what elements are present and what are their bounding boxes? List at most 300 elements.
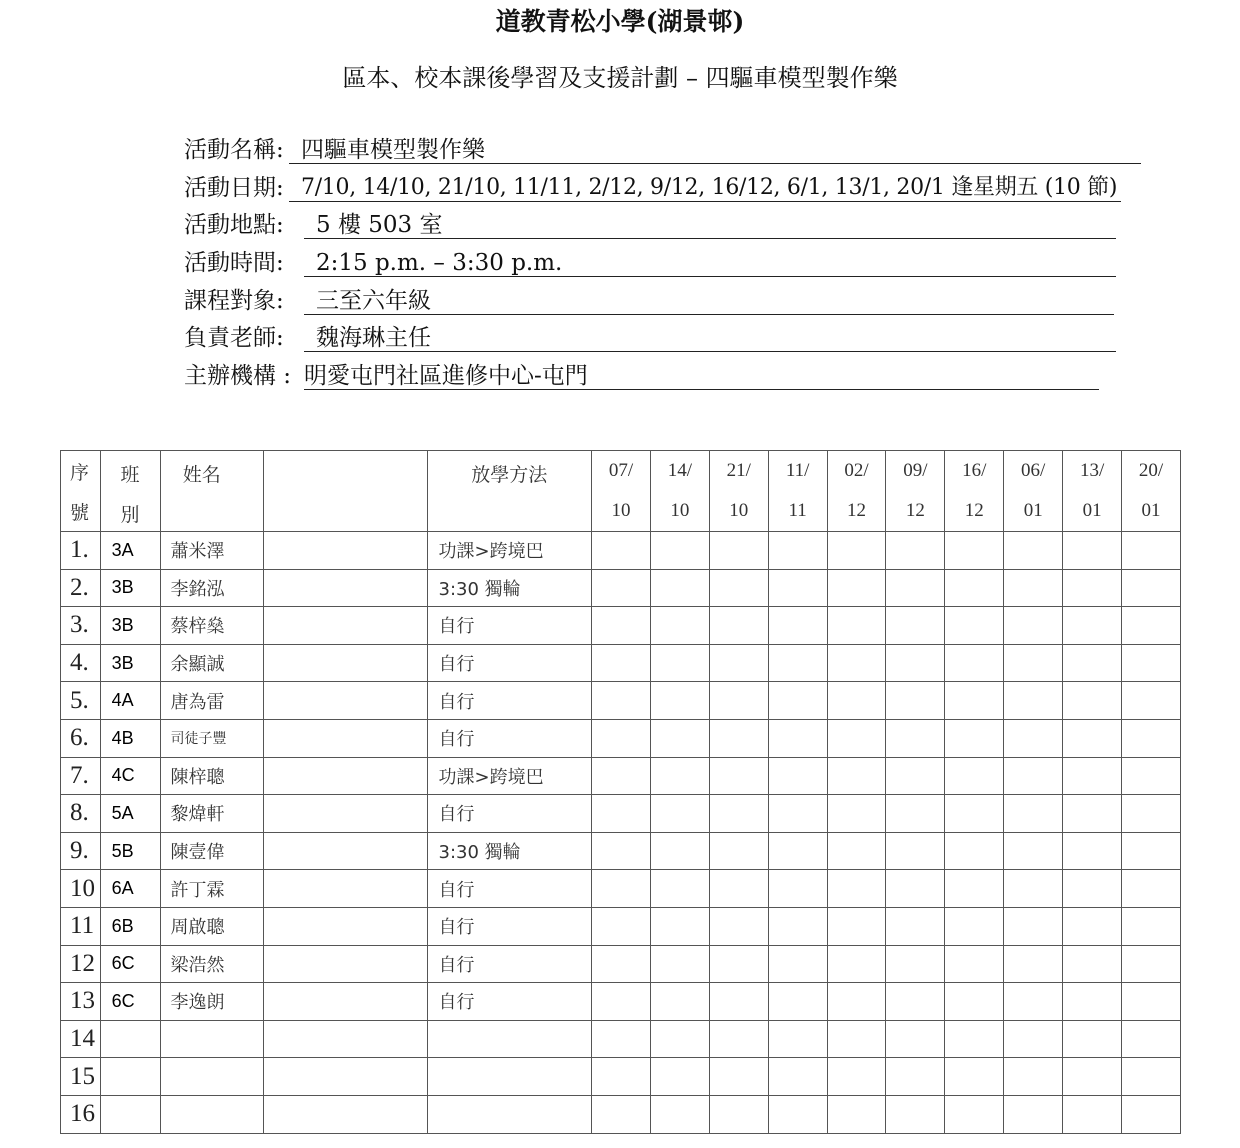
attendance-cell[interactable] xyxy=(768,945,827,983)
header-date-3: 11/ xyxy=(768,451,827,492)
row-class: 5A xyxy=(100,795,160,833)
row-number: 1. xyxy=(61,532,101,570)
attendance-cell[interactable] xyxy=(709,757,768,795)
row-dismissal-method: 功課>跨境巴 xyxy=(427,532,591,570)
attendance-cell[interactable] xyxy=(768,719,827,757)
attendance-cell[interactable] xyxy=(709,1095,768,1133)
header-name: 姓名 xyxy=(160,451,264,492)
attendance-cell[interactable] xyxy=(592,682,651,720)
row-dismissal-method: 3:30 獨輪 xyxy=(427,569,591,607)
attendance-cell[interactable] xyxy=(1004,719,1063,757)
header-date-1-month: 10 xyxy=(650,491,709,532)
attendance-cell[interactable] xyxy=(709,907,768,945)
attendance-cell[interactable] xyxy=(945,569,1004,607)
attendance-cell[interactable] xyxy=(1063,682,1122,720)
table-row xyxy=(61,1058,1181,1096)
attendance-cell[interactable] xyxy=(650,1020,709,1058)
attendance-cell[interactable] xyxy=(709,832,768,870)
header-no-2: 號 xyxy=(61,491,101,532)
school-title: 道教青松小學(湖景邨) xyxy=(495,7,745,36)
attendance-cell[interactable] xyxy=(945,682,1004,720)
attendance-cell[interactable] xyxy=(886,569,945,607)
table-row xyxy=(61,870,1181,908)
row-blank xyxy=(264,832,427,870)
row-class: 6C xyxy=(100,945,160,983)
header-date-9-month: 01 xyxy=(1122,491,1181,532)
row-dismissal-method: 自行 xyxy=(427,907,591,945)
attendance-cell[interactable] xyxy=(945,1095,1004,1133)
table-row xyxy=(61,644,1181,682)
table-row xyxy=(61,832,1181,870)
header-row-top xyxy=(61,451,1181,492)
attendance-cell[interactable] xyxy=(886,1095,945,1133)
attendance-cell[interactable] xyxy=(650,832,709,870)
attendance-cell[interactable] xyxy=(1063,607,1122,645)
header-row-bottom xyxy=(61,491,1181,532)
row-name: 梁浩然 xyxy=(160,945,264,983)
row-blank xyxy=(264,983,427,1021)
attendance-cell[interactable] xyxy=(1122,719,1181,757)
attendance-cell[interactable] xyxy=(827,983,886,1021)
row-blank xyxy=(264,1020,427,1058)
attendance-cell[interactable] xyxy=(592,832,651,870)
attendance-cell[interactable] xyxy=(650,532,709,570)
row-class: 4B xyxy=(100,719,160,757)
row-dismissal-method: 自行 xyxy=(427,644,591,682)
row-number: 13 xyxy=(61,983,101,1021)
row-class: 5B xyxy=(100,832,160,870)
attendance-cell[interactable] xyxy=(945,870,1004,908)
attendance-cell[interactable] xyxy=(1004,907,1063,945)
attendance-cell[interactable] xyxy=(945,983,1004,1021)
attendance-cell[interactable] xyxy=(1122,1095,1181,1133)
activity-info xyxy=(184,133,1154,397)
attendance-cell[interactable] xyxy=(768,832,827,870)
header-no: 序 xyxy=(61,451,101,492)
attendance-cell[interactable] xyxy=(650,870,709,908)
attendance-cell[interactable] xyxy=(1122,945,1181,983)
info-label: 負責老師: xyxy=(184,325,284,352)
attendance-cell[interactable] xyxy=(1063,719,1122,757)
row-blank xyxy=(264,795,427,833)
attendance-cell[interactable] xyxy=(945,1058,1004,1096)
attendance-cell[interactable] xyxy=(827,719,886,757)
attendance-cell[interactable] xyxy=(1004,983,1063,1021)
attendance-cell[interactable] xyxy=(592,945,651,983)
attendance-cell[interactable] xyxy=(650,983,709,1021)
attendance-cell[interactable] xyxy=(1004,832,1063,870)
attendance-cell[interactable] xyxy=(886,644,945,682)
attendance-cell[interactable] xyxy=(827,644,886,682)
header-date-5: 09/ xyxy=(886,451,945,492)
info-label: 活動地點: xyxy=(184,212,284,239)
attendance-cell[interactable] xyxy=(1063,907,1122,945)
attendance-cell[interactable] xyxy=(827,907,886,945)
row-name xyxy=(160,1020,264,1058)
attendance-cell[interactable] xyxy=(650,644,709,682)
attendance-cell[interactable] xyxy=(592,907,651,945)
row-number: 7. xyxy=(61,757,101,795)
info-value: 明愛屯門社區進修中心-屯門 xyxy=(304,359,1099,390)
attendance-cell[interactable] xyxy=(709,1020,768,1058)
info-activity-name xyxy=(184,133,1154,171)
attendance-cell[interactable] xyxy=(886,682,945,720)
attendance-cell[interactable] xyxy=(827,945,886,983)
info-label: 主辦機構 : xyxy=(184,363,292,390)
attendance-cell[interactable] xyxy=(1004,607,1063,645)
row-dismissal-method: 自行 xyxy=(427,795,591,833)
row-class: 3B xyxy=(100,607,160,645)
header-class-2: 別 xyxy=(100,491,160,532)
attendance-cell[interactable] xyxy=(768,795,827,833)
row-blank xyxy=(264,569,427,607)
attendance-cell[interactable] xyxy=(1063,795,1122,833)
attendance-cell[interactable] xyxy=(886,1058,945,1096)
table-row xyxy=(61,532,1181,570)
attendance-cell[interactable] xyxy=(709,795,768,833)
row-blank xyxy=(264,945,427,983)
attendance-cell[interactable] xyxy=(1004,870,1063,908)
attendance-cell[interactable] xyxy=(1122,532,1181,570)
attendance-cell[interactable] xyxy=(945,1020,1004,1058)
attendance-cell[interactable] xyxy=(886,1020,945,1058)
attendance-cell[interactable] xyxy=(1063,870,1122,908)
row-dismissal-method xyxy=(427,1095,591,1133)
row-dismissal-method xyxy=(427,1020,591,1058)
attendance-cell[interactable] xyxy=(650,907,709,945)
attendance-cell[interactable] xyxy=(1063,1020,1122,1058)
attendance-cell[interactable] xyxy=(945,757,1004,795)
attendance-cell[interactable] xyxy=(1063,569,1122,607)
header-date-7: 06/ xyxy=(1004,451,1063,492)
row-dismissal-method xyxy=(427,1058,591,1096)
row-name: 陳壹偉 xyxy=(160,832,264,870)
attendance-cell[interactable] xyxy=(768,1095,827,1133)
attendance-cell[interactable] xyxy=(1004,569,1063,607)
row-blank xyxy=(264,757,427,795)
attendance-cell[interactable] xyxy=(827,795,886,833)
header-method: 放學方法 xyxy=(427,451,591,492)
header-date-8: 13/ xyxy=(1063,451,1122,492)
info-activity-dates xyxy=(184,171,1154,209)
attendance-cell[interactable] xyxy=(1004,945,1063,983)
info-label: 活動時間: xyxy=(184,250,284,277)
attendance-cell[interactable] xyxy=(945,719,1004,757)
attendance-cell[interactable] xyxy=(1063,532,1122,570)
row-class: 4C xyxy=(100,757,160,795)
row-name xyxy=(160,1095,264,1133)
table-row xyxy=(61,607,1181,645)
info-organizer xyxy=(184,359,1154,397)
attendance-cell[interactable] xyxy=(592,607,651,645)
attendance-cell[interactable] xyxy=(592,983,651,1021)
programme-title: 區本、校本課後學習及支援計劃 – 四驅車模型製作樂 xyxy=(342,64,898,92)
attendance-cell[interactable] xyxy=(768,1020,827,1058)
attendance-cell[interactable] xyxy=(768,757,827,795)
attendance-cell[interactable] xyxy=(592,644,651,682)
table-row xyxy=(61,719,1181,757)
table-row xyxy=(61,757,1181,795)
table-row xyxy=(61,682,1181,720)
attendance-cell[interactable] xyxy=(1063,945,1122,983)
row-number: 3. xyxy=(61,607,101,645)
attendance-cell[interactable] xyxy=(886,795,945,833)
row-dismissal-method: 自行 xyxy=(427,607,591,645)
info-activity-venue xyxy=(184,208,1154,246)
row-dismissal-method: 自行 xyxy=(427,682,591,720)
attendance-cell[interactable] xyxy=(886,870,945,908)
row-blank xyxy=(264,607,427,645)
attendance-cell[interactable] xyxy=(709,1058,768,1096)
attendance-cell[interactable] xyxy=(827,682,886,720)
row-name: 黎煒軒 xyxy=(160,795,264,833)
table-row xyxy=(61,945,1181,983)
row-dismissal-method: 功課>跨境巴 xyxy=(427,757,591,795)
row-class: 4A xyxy=(100,682,160,720)
attendance-cell[interactable] xyxy=(650,682,709,720)
row-number: 6. xyxy=(61,719,101,757)
attendance-cell[interactable] xyxy=(768,983,827,1021)
attendance-cell[interactable] xyxy=(650,719,709,757)
attendance-cell[interactable] xyxy=(1004,1058,1063,1096)
info-label: 活動日期: xyxy=(184,174,284,201)
attendance-cell[interactable] xyxy=(768,644,827,682)
attendance-cell[interactable] xyxy=(827,569,886,607)
info-value: 2:15 p.m. – 3:30 p.m. xyxy=(304,246,1116,277)
attendance-cell[interactable] xyxy=(1004,532,1063,570)
header-date-1: 14/ xyxy=(650,451,709,492)
attendance-cell[interactable] xyxy=(886,983,945,1021)
header-date-7-month: 01 xyxy=(1004,491,1063,532)
attendance-table xyxy=(60,450,1181,1134)
attendance-cell[interactable] xyxy=(768,532,827,570)
attendance-cell[interactable] xyxy=(945,795,1004,833)
attendance-cell[interactable] xyxy=(709,983,768,1021)
attendance-cell[interactable] xyxy=(592,870,651,908)
attendance-cell[interactable] xyxy=(1122,983,1181,1021)
attendance-cell[interactable] xyxy=(1122,569,1181,607)
attendance-cell[interactable] xyxy=(768,907,827,945)
row-class xyxy=(100,1095,160,1133)
header-date-0: 07/ xyxy=(592,451,651,492)
attendance-cell[interactable] xyxy=(886,945,945,983)
attendance-cell[interactable] xyxy=(592,757,651,795)
row-blank xyxy=(264,870,427,908)
attendance-cell[interactable] xyxy=(709,870,768,908)
header-date-4: 02/ xyxy=(827,451,886,492)
row-number: 16 xyxy=(61,1095,101,1133)
row-name: 李銘泓 xyxy=(160,569,264,607)
info-value: 7/10, 14/10, 21/10, 11/11, 2/12, 9/12, 16/12, 6/1, 13/1, 20/1 逢星期五 (10 節) xyxy=(289,171,1121,202)
row-name: 許丁霖 xyxy=(160,870,264,908)
attendance-cell[interactable] xyxy=(768,607,827,645)
attendance-cell[interactable] xyxy=(1122,795,1181,833)
attendance-cell[interactable] xyxy=(709,719,768,757)
row-name: 余顯誠 xyxy=(160,644,264,682)
attendance-cell[interactable] xyxy=(827,757,886,795)
attendance-cell[interactable] xyxy=(827,1058,886,1096)
attendance-cell[interactable] xyxy=(827,607,886,645)
attendance-cell[interactable] xyxy=(1122,757,1181,795)
attendance-cell[interactable] xyxy=(945,945,1004,983)
row-blank xyxy=(264,682,427,720)
row-class: 6B xyxy=(100,907,160,945)
row-dismissal-method: 自行 xyxy=(427,870,591,908)
row-name: 蕭米澤 xyxy=(160,532,264,570)
attendance-cell[interactable] xyxy=(650,569,709,607)
row-dismissal-method: 自行 xyxy=(427,719,591,757)
attendance-cell[interactable] xyxy=(1122,832,1181,870)
attendance-cell[interactable] xyxy=(1004,795,1063,833)
attendance-cell[interactable] xyxy=(886,607,945,645)
row-number: 5. xyxy=(61,682,101,720)
info-label: 活動名稱: xyxy=(184,137,284,163)
attendance-cell[interactable] xyxy=(768,682,827,720)
header-date-3-month: 11 xyxy=(768,491,827,532)
row-number: 11 xyxy=(61,907,101,945)
row-number: 8. xyxy=(61,795,101,833)
attendance-cell[interactable] xyxy=(945,644,1004,682)
info-activity-time xyxy=(184,246,1154,284)
header-date-9: 20/ xyxy=(1122,451,1181,492)
attendance-cell[interactable] xyxy=(945,532,1004,570)
table-row xyxy=(61,1095,1181,1133)
attendance-cell[interactable] xyxy=(650,607,709,645)
info-teacher xyxy=(184,321,1154,359)
attendance-cell[interactable] xyxy=(827,532,886,570)
attendance-cell[interactable] xyxy=(709,569,768,607)
attendance-cell[interactable] xyxy=(1122,682,1181,720)
attendance-cell[interactable] xyxy=(709,945,768,983)
row-name: 周啟聰 xyxy=(160,907,264,945)
attendance-cell[interactable] xyxy=(592,1020,651,1058)
row-name xyxy=(160,1058,264,1096)
attendance-cell[interactable] xyxy=(1122,907,1181,945)
attendance-cell[interactable] xyxy=(592,532,651,570)
attendance-cell[interactable] xyxy=(650,1095,709,1133)
table-row xyxy=(61,907,1181,945)
info-label: 課程對象: xyxy=(184,287,284,314)
attendance-cell[interactable] xyxy=(1004,644,1063,682)
attendance-cell[interactable] xyxy=(650,795,709,833)
attendance-cell[interactable] xyxy=(1063,832,1122,870)
attendance-cell[interactable] xyxy=(1063,983,1122,1021)
attendance-cell[interactable] xyxy=(886,907,945,945)
row-number: 2. xyxy=(61,569,101,607)
attendance-cell[interactable] xyxy=(1122,1058,1181,1096)
attendance-cell[interactable] xyxy=(650,945,709,983)
attendance-cell[interactable] xyxy=(592,1058,651,1096)
header-date-0-month: 10 xyxy=(592,491,651,532)
attendance-cell[interactable] xyxy=(1004,1095,1063,1133)
attendance-cell[interactable] xyxy=(709,607,768,645)
info-value: 魏海琳主任 xyxy=(304,321,1116,352)
table-row xyxy=(61,795,1181,833)
attendance-cell[interactable] xyxy=(1063,644,1122,682)
header-date-6-month: 12 xyxy=(945,491,1004,532)
attendance-cell[interactable] xyxy=(592,1095,651,1133)
attendance-cell[interactable] xyxy=(1122,870,1181,908)
attendance-cell[interactable] xyxy=(945,832,1004,870)
attendance-cell[interactable] xyxy=(768,569,827,607)
attendance-cell[interactable] xyxy=(768,870,827,908)
header-blank-2 xyxy=(264,491,427,532)
attendance-cell[interactable] xyxy=(650,1058,709,1096)
row-blank xyxy=(264,644,427,682)
header-date-8-month: 01 xyxy=(1063,491,1122,532)
row-class xyxy=(100,1058,160,1096)
attendance-cell[interactable] xyxy=(1122,644,1181,682)
row-dismissal-method: 3:30 獨輪 xyxy=(427,832,591,870)
attendance-cell[interactable] xyxy=(592,569,651,607)
row-class: 6C xyxy=(100,983,160,1021)
attendance-cell[interactable] xyxy=(945,607,1004,645)
header-name-2 xyxy=(160,491,264,532)
row-blank xyxy=(264,1095,427,1133)
attendance-cell[interactable] xyxy=(1063,1095,1122,1133)
attendance-cell[interactable] xyxy=(1004,682,1063,720)
attendance-cell[interactable] xyxy=(1063,1058,1122,1096)
row-blank xyxy=(264,532,427,570)
row-class: 3B xyxy=(100,644,160,682)
table-row xyxy=(61,983,1181,1021)
row-blank xyxy=(264,907,427,945)
attendance-cell[interactable] xyxy=(886,532,945,570)
attendance-cell[interactable] xyxy=(709,644,768,682)
attendance-cell[interactable] xyxy=(827,832,886,870)
attendance-cell[interactable] xyxy=(827,1095,886,1133)
attendance-cell[interactable] xyxy=(1063,757,1122,795)
header-date-4-month: 12 xyxy=(827,491,886,532)
header-date-2-month: 10 xyxy=(709,491,768,532)
info-value: 5 樓 503 室 xyxy=(304,208,1116,239)
row-name: 蔡梓燊 xyxy=(160,607,264,645)
attendance-cell[interactable] xyxy=(1122,607,1181,645)
attendance-cell[interactable] xyxy=(709,682,768,720)
attendance-cell[interactable] xyxy=(592,719,651,757)
row-blank xyxy=(264,719,427,757)
row-class: 6A xyxy=(100,870,160,908)
attendance-cell[interactable] xyxy=(1122,1020,1181,1058)
table-row xyxy=(61,1020,1181,1058)
attendance-cell[interactable] xyxy=(709,532,768,570)
attendance-cell[interactable] xyxy=(650,757,709,795)
row-number: 4. xyxy=(61,644,101,682)
attendance-cell[interactable] xyxy=(1004,757,1063,795)
table-row xyxy=(61,569,1181,607)
row-name: 李逸朗 xyxy=(160,983,264,1021)
header-blank xyxy=(264,451,427,492)
attendance-cell[interactable] xyxy=(827,1020,886,1058)
info-value: 四驅車模型製作樂 xyxy=(289,133,1141,164)
attendance-cell[interactable] xyxy=(1004,1020,1063,1058)
attendance-cell[interactable] xyxy=(886,757,945,795)
row-number: 12 xyxy=(61,945,101,983)
info-value: 三至六年級 xyxy=(304,284,1114,315)
attendance-cell[interactable] xyxy=(886,719,945,757)
row-number: 9. xyxy=(61,832,101,870)
attendance-cell[interactable] xyxy=(592,795,651,833)
row-blank xyxy=(264,1058,427,1096)
row-name: 司徒子豐 xyxy=(160,719,264,757)
attendance-cell[interactable] xyxy=(827,870,886,908)
row-class: 3B xyxy=(100,569,160,607)
row-number: 15 xyxy=(61,1058,101,1096)
row-dismissal-method: 自行 xyxy=(427,945,591,983)
attendance-cell[interactable] xyxy=(768,1058,827,1096)
attendance-cell[interactable] xyxy=(945,907,1004,945)
attendance-cell[interactable] xyxy=(886,832,945,870)
